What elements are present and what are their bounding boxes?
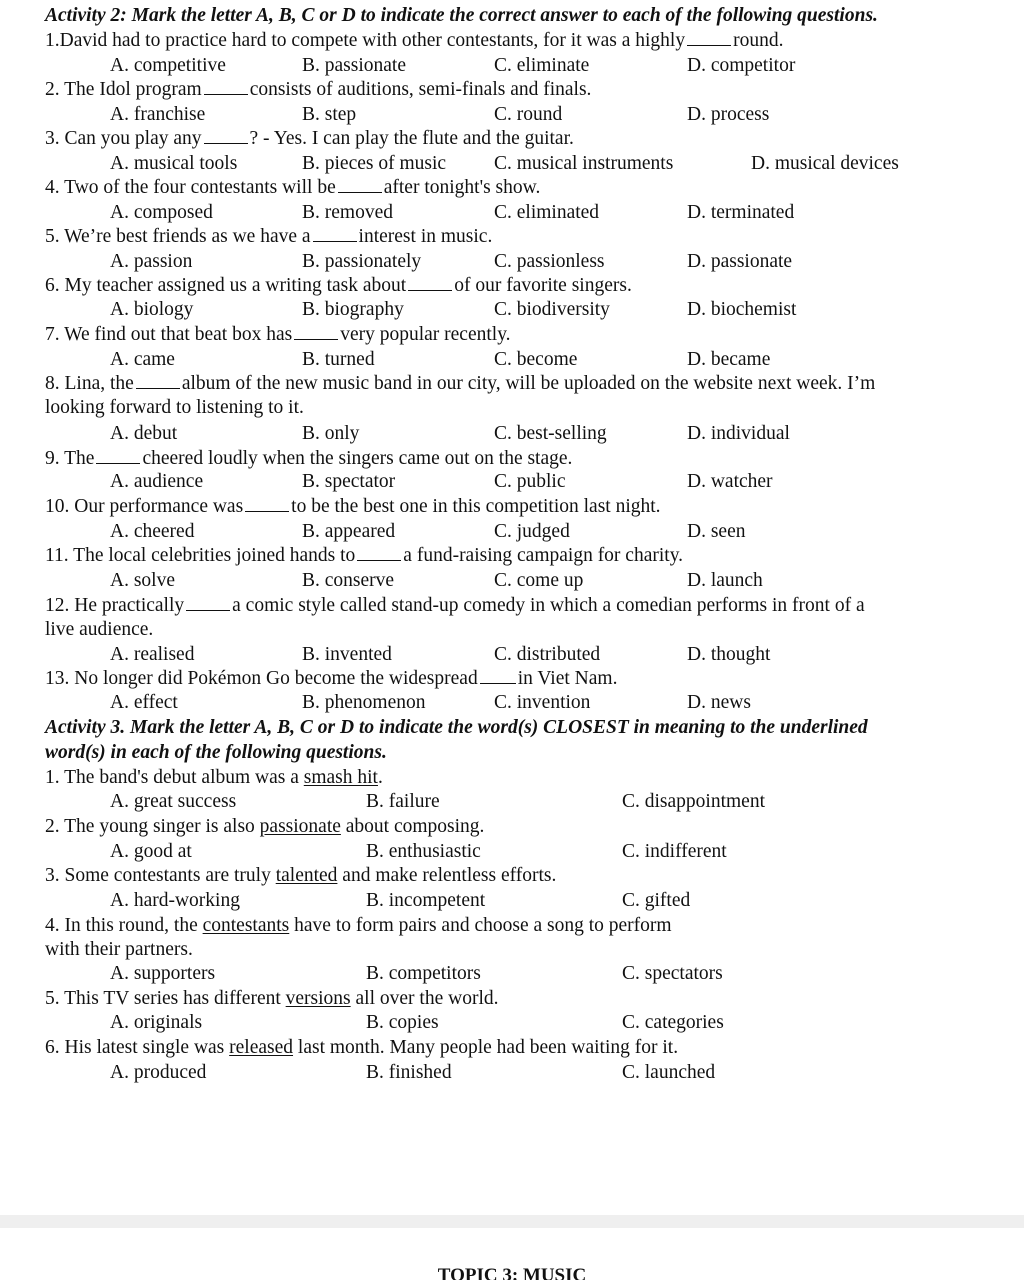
option-b: B. appeared xyxy=(302,521,396,542)
question-stem: 6. His latest single was xyxy=(45,1037,225,1058)
option-b: B. biography xyxy=(302,299,404,320)
option-c: C. eliminated xyxy=(494,202,600,223)
option-b: B. pieces of music xyxy=(302,153,447,174)
question-stem-end: . xyxy=(377,767,383,788)
option-a: A. good at xyxy=(110,841,192,862)
option-c: C. launched xyxy=(622,1062,716,1083)
answer-blank xyxy=(136,372,180,389)
option-b: B. copies xyxy=(366,1012,439,1033)
answer-blank xyxy=(186,594,230,611)
option-c: C. eliminate xyxy=(494,55,590,76)
option-b: B. step xyxy=(302,104,357,125)
option-a: A. realised xyxy=(110,644,195,665)
question-3 xyxy=(45,127,1004,151)
question-stem-end: consists of auditions, semi-finals and finals. xyxy=(249,79,592,100)
option-a: A. solve xyxy=(110,570,175,591)
option-a: A. produced xyxy=(110,1062,207,1083)
question-stem: 6. My teacher assigned us a writing task about xyxy=(45,275,407,296)
synonym-question-1 xyxy=(45,766,1004,790)
activity3-heading: Activity 3. Mark the letter A, B, C or D to indicate the word(s) CLOSEST in meaning to the underlined xyxy=(45,717,868,738)
question-stem-end: very popular recently. xyxy=(340,324,511,345)
answer-blank xyxy=(338,176,382,193)
question-stem: 2. The Idol program xyxy=(45,79,202,100)
option-c: C. invention xyxy=(494,692,591,713)
question-2 xyxy=(45,78,1004,102)
option-d: D. terminated xyxy=(687,202,795,223)
option-a: A. passion xyxy=(110,251,193,272)
question-stem: 10. Our performance was xyxy=(45,496,244,517)
option-d: D. launch xyxy=(687,570,763,591)
answer-blank xyxy=(480,667,516,684)
question-stem-end: after tonight's show. xyxy=(383,177,541,198)
option-c: C. public xyxy=(494,471,566,492)
option-d: D. news xyxy=(687,692,751,713)
question-stem: 8. Lina, the xyxy=(45,373,134,394)
option-b: B. only xyxy=(302,423,360,444)
answer-blank xyxy=(357,544,401,561)
question-stem-end: of our favorite singers. xyxy=(454,275,632,296)
option-c: C. passionless xyxy=(494,251,605,272)
question-stem-end: a comic style called stand-up comedy in which a comedian performs in front of a xyxy=(232,595,865,616)
option-c: C. musical instruments xyxy=(494,153,674,174)
option-a: A. effect xyxy=(110,692,178,713)
option-d: D. competitor xyxy=(687,55,796,76)
option-d: D. seen xyxy=(687,521,746,542)
option-b: B. conserve xyxy=(302,570,395,591)
option-a: A. cheered xyxy=(110,521,195,542)
question-5 xyxy=(45,225,1004,249)
synonym-question-2 xyxy=(45,815,1004,839)
option-a: A. great success xyxy=(110,791,237,812)
option-c: C. spectators xyxy=(622,963,723,984)
option-a: A. hard-working xyxy=(110,890,240,911)
question-stem-end: interest in music. xyxy=(358,226,493,247)
underlined-word: passionate xyxy=(259,816,341,837)
option-d: D. musical devices xyxy=(751,153,899,174)
synonym-question-5 xyxy=(45,987,1004,1011)
option-a: A. audience xyxy=(110,471,204,492)
option-a: A. musical tools xyxy=(110,153,238,174)
question-6 xyxy=(45,274,1004,298)
question-stem: 7. We find out that beat box has xyxy=(45,324,293,345)
question-12 xyxy=(45,594,1004,618)
option-a: A. composed xyxy=(110,202,213,223)
question-stem: 5. This TV series has different xyxy=(45,988,281,1009)
option-c: C. round xyxy=(494,104,563,125)
question-stem-end: about composing. xyxy=(345,816,485,837)
option-d: D. biochemist xyxy=(687,299,797,320)
option-a: A. supporters xyxy=(110,963,216,984)
answer-blank xyxy=(204,78,248,95)
option-b: B. failure xyxy=(366,791,440,812)
option-c: C. gifted xyxy=(622,890,691,911)
topic-title: TOPIC 3: MUSIC xyxy=(437,1265,587,1280)
question-stem: 12. He practically xyxy=(45,595,185,616)
option-d: D. process xyxy=(687,104,770,125)
underlined-word: talented xyxy=(275,865,338,886)
option-a: A. biology xyxy=(110,299,194,320)
question-11 xyxy=(45,544,1004,568)
question-stem: 4. Two of the four contestants will be xyxy=(45,177,336,198)
answer-blank xyxy=(294,323,338,340)
synonym-question-3 xyxy=(45,864,1004,888)
activity3-heading-continuation: word(s) in each of the following questions. xyxy=(45,742,387,763)
option-a: A. franchise xyxy=(110,104,206,125)
option-c: C. disappointment xyxy=(622,791,765,812)
question-stem: 4. In this round, the xyxy=(45,915,198,936)
option-b: B. spectator xyxy=(302,471,396,492)
option-b: B. enthusiastic xyxy=(366,841,481,862)
question-stem: 2. The young singer is also xyxy=(45,816,255,837)
option-b: B. passionate xyxy=(302,55,406,76)
question-stem: 1.David had to practice hard to compete with other contestants, for it was a highly xyxy=(45,30,686,51)
option-a: A. competitive xyxy=(110,55,226,76)
activity2-heading: Activity 2: Mark the letter A, B, C or D to indicate the correct answer to each of the following questions. xyxy=(45,5,878,26)
answer-blank xyxy=(245,495,289,512)
page-separator xyxy=(0,1215,1024,1228)
question-stem-end: to be the best one in this competition last night. xyxy=(291,496,661,517)
option-d: D. became xyxy=(687,349,771,370)
question-1 xyxy=(45,29,1004,53)
option-b: B. invented xyxy=(302,644,392,665)
option-c: C. come up xyxy=(494,570,584,591)
underlined-word: versions xyxy=(285,988,351,1009)
option-a: A. came xyxy=(110,349,175,370)
option-b: B. passionately xyxy=(302,251,422,272)
option-b: B. phenomenon xyxy=(302,692,426,713)
synonym-question-4 xyxy=(45,914,1004,938)
option-c: C. judged xyxy=(494,521,570,542)
question-12-continuation: live audience. xyxy=(45,619,154,640)
answer-blank xyxy=(313,225,357,242)
option-b: B. turned xyxy=(302,349,375,370)
synonym-question-6 xyxy=(45,1036,1004,1060)
underlined-word: smash hit xyxy=(303,767,378,788)
synonym-question-4-continuation: with their partners. xyxy=(45,939,193,960)
answer-blank xyxy=(96,447,140,464)
option-d: D. thought xyxy=(687,644,771,665)
answer-blank xyxy=(687,29,731,46)
question-stem: 1. The band's debut album was a xyxy=(45,767,299,788)
underlined-word: released xyxy=(229,1037,294,1058)
question-stem-end: have to form pairs and choose a song to perform xyxy=(294,915,672,936)
question-9 xyxy=(45,447,1004,471)
option-c: C. categories xyxy=(622,1012,724,1033)
question-10 xyxy=(45,495,1004,519)
question-stem-end: album of the new music band in our city, will be uploaded on the website next week. I’m xyxy=(181,373,876,394)
question-stem-end: ? - Yes. I can play the flute and the guitar. xyxy=(249,128,574,149)
question-13 xyxy=(45,667,1004,691)
question-8-continuation: looking forward to listening to it. xyxy=(45,397,304,418)
question-stem: 5. We’re best friends as we have a xyxy=(45,226,311,247)
option-c: C. distributed xyxy=(494,644,601,665)
option-a: A. originals xyxy=(110,1012,203,1033)
question-stem-end: and make relentless efforts. xyxy=(342,865,557,886)
question-stem-end: all over the world. xyxy=(355,988,499,1009)
question-stem-end: round. xyxy=(733,30,784,51)
question-8 xyxy=(45,372,1004,396)
option-d: D. watcher xyxy=(687,471,773,492)
option-b: B. removed xyxy=(302,202,393,223)
question-4 xyxy=(45,176,1004,200)
underlined-word: contestants xyxy=(202,915,290,936)
question-stem: 9. The xyxy=(45,448,95,469)
question-stem-end: in Viet Nam. xyxy=(517,668,618,689)
answer-blank xyxy=(204,127,248,144)
question-stem: 3. Can you play any xyxy=(45,128,202,149)
question-stem: 11. The local celebrities joined hands to xyxy=(45,545,356,566)
option-c: C. become xyxy=(494,349,578,370)
option-d: D. passionate xyxy=(687,251,793,272)
question-stem-end: cheered loudly when the singers came out on the stage. xyxy=(142,448,573,469)
question-stem-end: a fund-raising campaign for charity. xyxy=(403,545,684,566)
answer-blank xyxy=(408,274,452,291)
next-page-preview xyxy=(0,1228,1024,1280)
question-stem: 13. No longer did Pokémon Go become the widespread xyxy=(45,668,478,689)
option-c: C. biodiversity xyxy=(494,299,610,320)
option-c: C. indifferent xyxy=(622,841,727,862)
option-b: B. competitors xyxy=(366,963,481,984)
question-stem: 3. Some contestants are truly xyxy=(45,865,271,886)
question-stem-end: last month. Many people had been waiting for it. xyxy=(297,1037,679,1058)
option-a: A. debut xyxy=(110,423,178,444)
option-c: C. best-selling xyxy=(494,423,607,444)
option-b: B. finished xyxy=(366,1062,452,1083)
option-b: B. incompetent xyxy=(366,890,486,911)
question-7 xyxy=(45,323,1004,347)
option-d: D. individual xyxy=(687,423,790,444)
